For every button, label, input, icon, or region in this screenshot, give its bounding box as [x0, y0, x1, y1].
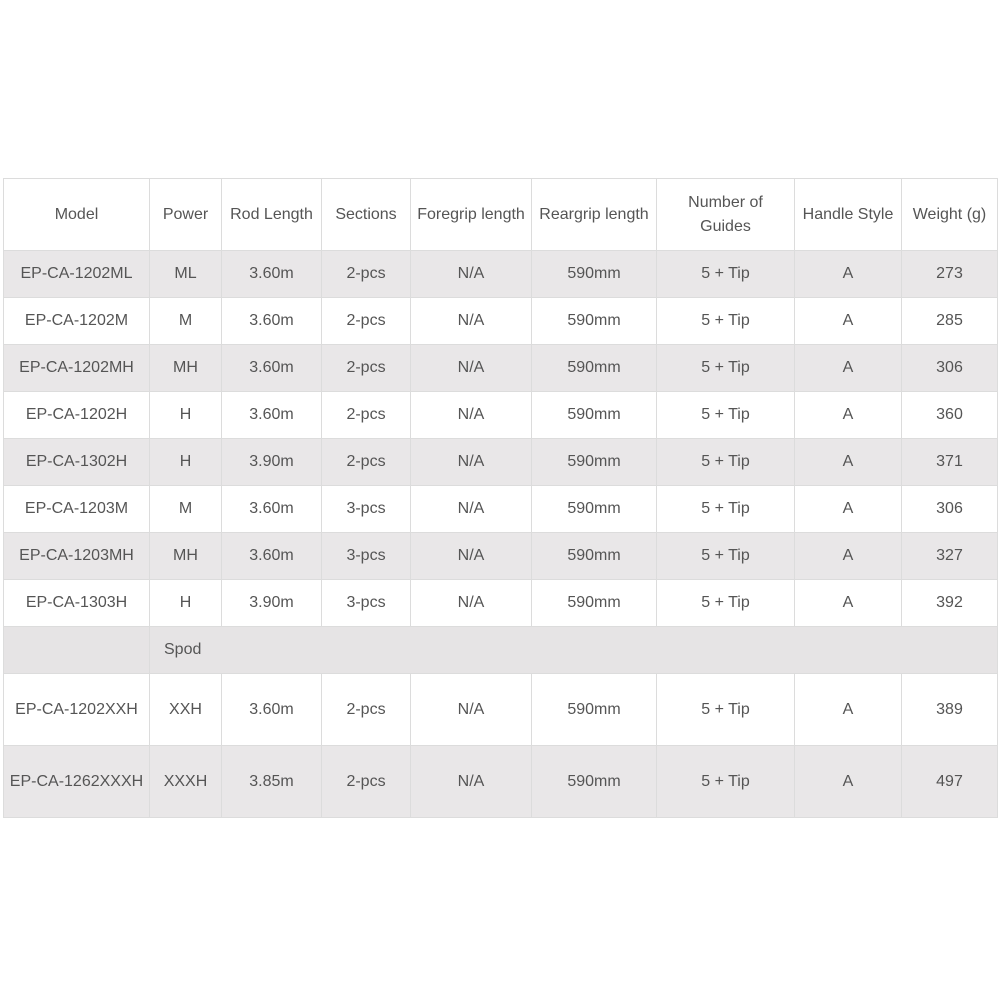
table-row: [4, 392, 998, 439]
cell-handle-style: A: [795, 345, 902, 392]
table-row: [4, 251, 998, 298]
cell-sections: 2-pcs: [322, 439, 411, 486]
cell-weight: 392: [902, 580, 998, 627]
cell-power: XXH: [150, 674, 222, 746]
header-reargrip-length: Reargrip length: [532, 179, 657, 251]
header-number-of-guides: Number of Guides: [657, 179, 795, 251]
cell-reargrip-length: 590mm: [532, 533, 657, 580]
table-row: [4, 298, 998, 345]
cell-rod-length: 3.60m: [222, 674, 322, 746]
cell-model: EP-CA-1203M: [4, 486, 150, 533]
cell-model: EP-CA-1302H: [4, 439, 150, 486]
cell-reargrip-length: 590mm: [532, 674, 657, 746]
cell-foregrip-length: N/A: [411, 392, 532, 439]
cell-rod-length: 3.60m: [222, 533, 322, 580]
cell-rod-length: 3.60m: [222, 392, 322, 439]
spec-table: [3, 178, 998, 818]
cell-handle-style: A: [795, 580, 902, 627]
cell-model: EP-CA-1303H: [4, 580, 150, 627]
cell-reargrip-length: 590mm: [532, 439, 657, 486]
cell-foregrip-length: N/A: [411, 533, 532, 580]
cell-model: EP-CA-1262XXXH: [4, 746, 150, 818]
header-handle-style: Handle Style: [795, 179, 902, 251]
table-row: [4, 439, 998, 486]
cell-rod-length: 3.90m: [222, 580, 322, 627]
cell-handle-style: A: [795, 746, 902, 818]
cell-handle-style: A: [795, 439, 902, 486]
cell-weight: 389: [902, 674, 998, 746]
table-row: [4, 580, 998, 627]
cell-model: EP-CA-1202ML: [4, 251, 150, 298]
cell-power: M: [150, 486, 222, 533]
cell-rod-length: 3.85m: [222, 746, 322, 818]
cell-foregrip-length: N/A: [411, 439, 532, 486]
cell-weight: 273: [902, 251, 998, 298]
cell-rod-length: 3.60m: [222, 298, 322, 345]
cell-guides: 5 + Tip: [657, 345, 795, 392]
cell-rod-length: 3.60m: [222, 345, 322, 392]
cell-power: M: [150, 298, 222, 345]
header-row: [4, 179, 998, 251]
cell-model: EP-CA-1202H: [4, 392, 150, 439]
cell-guides: 5 + Tip: [657, 533, 795, 580]
table-row: [4, 674, 998, 746]
cell-handle-style: A: [795, 674, 902, 746]
table-row: [4, 533, 998, 580]
cell-guides: 5 + Tip: [657, 746, 795, 818]
cell-foregrip-length: N/A: [411, 251, 532, 298]
group-row-spod: [4, 627, 998, 674]
cell-guides: 5 + Tip: [657, 580, 795, 627]
table-row: [4, 345, 998, 392]
cell-foregrip-length: N/A: [411, 345, 532, 392]
header-model: Model: [4, 179, 150, 251]
cell-weight: 327: [902, 533, 998, 580]
header-rod-length: Rod Length: [222, 179, 322, 251]
cell-sections: 2-pcs: [322, 674, 411, 746]
header-sections: Sections: [322, 179, 411, 251]
cell-weight: 285: [902, 298, 998, 345]
cell-reargrip-length: 590mm: [532, 746, 657, 818]
cell-sections: 2-pcs: [322, 392, 411, 439]
cell-sections: 2-pcs: [322, 251, 411, 298]
cell-handle-style: A: [795, 298, 902, 345]
cell-power: H: [150, 580, 222, 627]
cell-power: ML: [150, 251, 222, 298]
cell-sections: 3-pcs: [322, 486, 411, 533]
cell-guides: 5 + Tip: [657, 251, 795, 298]
header-weight: Weight (g): [902, 179, 998, 251]
group-empty-cell: [4, 627, 150, 674]
cell-power: H: [150, 439, 222, 486]
cell-model: EP-CA-1202XXH: [4, 674, 150, 746]
cell-reargrip-length: 590mm: [532, 251, 657, 298]
cell-foregrip-length: N/A: [411, 298, 532, 345]
group-label: Spod: [150, 627, 998, 674]
spec-table-body: [4, 251, 998, 818]
table-row: [4, 486, 998, 533]
cell-weight: 497: [902, 746, 998, 818]
cell-weight: 360: [902, 392, 998, 439]
cell-power: XXXH: [150, 746, 222, 818]
cell-sections: 3-pcs: [322, 533, 411, 580]
cell-sections: 2-pcs: [322, 298, 411, 345]
header-foregrip-length: Foregrip length: [411, 179, 532, 251]
cell-weight: 371: [902, 439, 998, 486]
cell-model: EP-CA-1202MH: [4, 345, 150, 392]
cell-model: EP-CA-1203MH: [4, 533, 150, 580]
cell-foregrip-length: N/A: [411, 746, 532, 818]
cell-reargrip-length: 590mm: [532, 345, 657, 392]
cell-handle-style: A: [795, 486, 902, 533]
cell-guides: 5 + Tip: [657, 392, 795, 439]
cell-rod-length: 3.90m: [222, 439, 322, 486]
cell-model: EP-CA-1202M: [4, 298, 150, 345]
cell-handle-style: A: [795, 392, 902, 439]
cell-reargrip-length: 590mm: [532, 298, 657, 345]
cell-foregrip-length: N/A: [411, 580, 532, 627]
cell-handle-style: A: [795, 533, 902, 580]
cell-weight: 306: [902, 486, 998, 533]
cell-reargrip-length: 590mm: [532, 392, 657, 439]
cell-power: MH: [150, 345, 222, 392]
cell-sections: 2-pcs: [322, 746, 411, 818]
cell-sections: 2-pcs: [322, 345, 411, 392]
cell-handle-style: A: [795, 251, 902, 298]
cell-reargrip-length: 590mm: [532, 580, 657, 627]
cell-weight: 306: [902, 345, 998, 392]
cell-sections: 3-pcs: [322, 580, 411, 627]
cell-guides: 5 + Tip: [657, 439, 795, 486]
cell-rod-length: 3.60m: [222, 251, 322, 298]
cell-guides: 5 + Tip: [657, 674, 795, 746]
cell-foregrip-length: N/A: [411, 486, 532, 533]
cell-reargrip-length: 590mm: [532, 486, 657, 533]
cell-guides: 5 + Tip: [657, 486, 795, 533]
cell-rod-length: 3.60m: [222, 486, 322, 533]
cell-power: H: [150, 392, 222, 439]
cell-power: MH: [150, 533, 222, 580]
header-power: Power: [150, 179, 222, 251]
cell-foregrip-length: N/A: [411, 674, 532, 746]
table-row: [4, 746, 998, 818]
cell-guides: 5 + Tip: [657, 298, 795, 345]
